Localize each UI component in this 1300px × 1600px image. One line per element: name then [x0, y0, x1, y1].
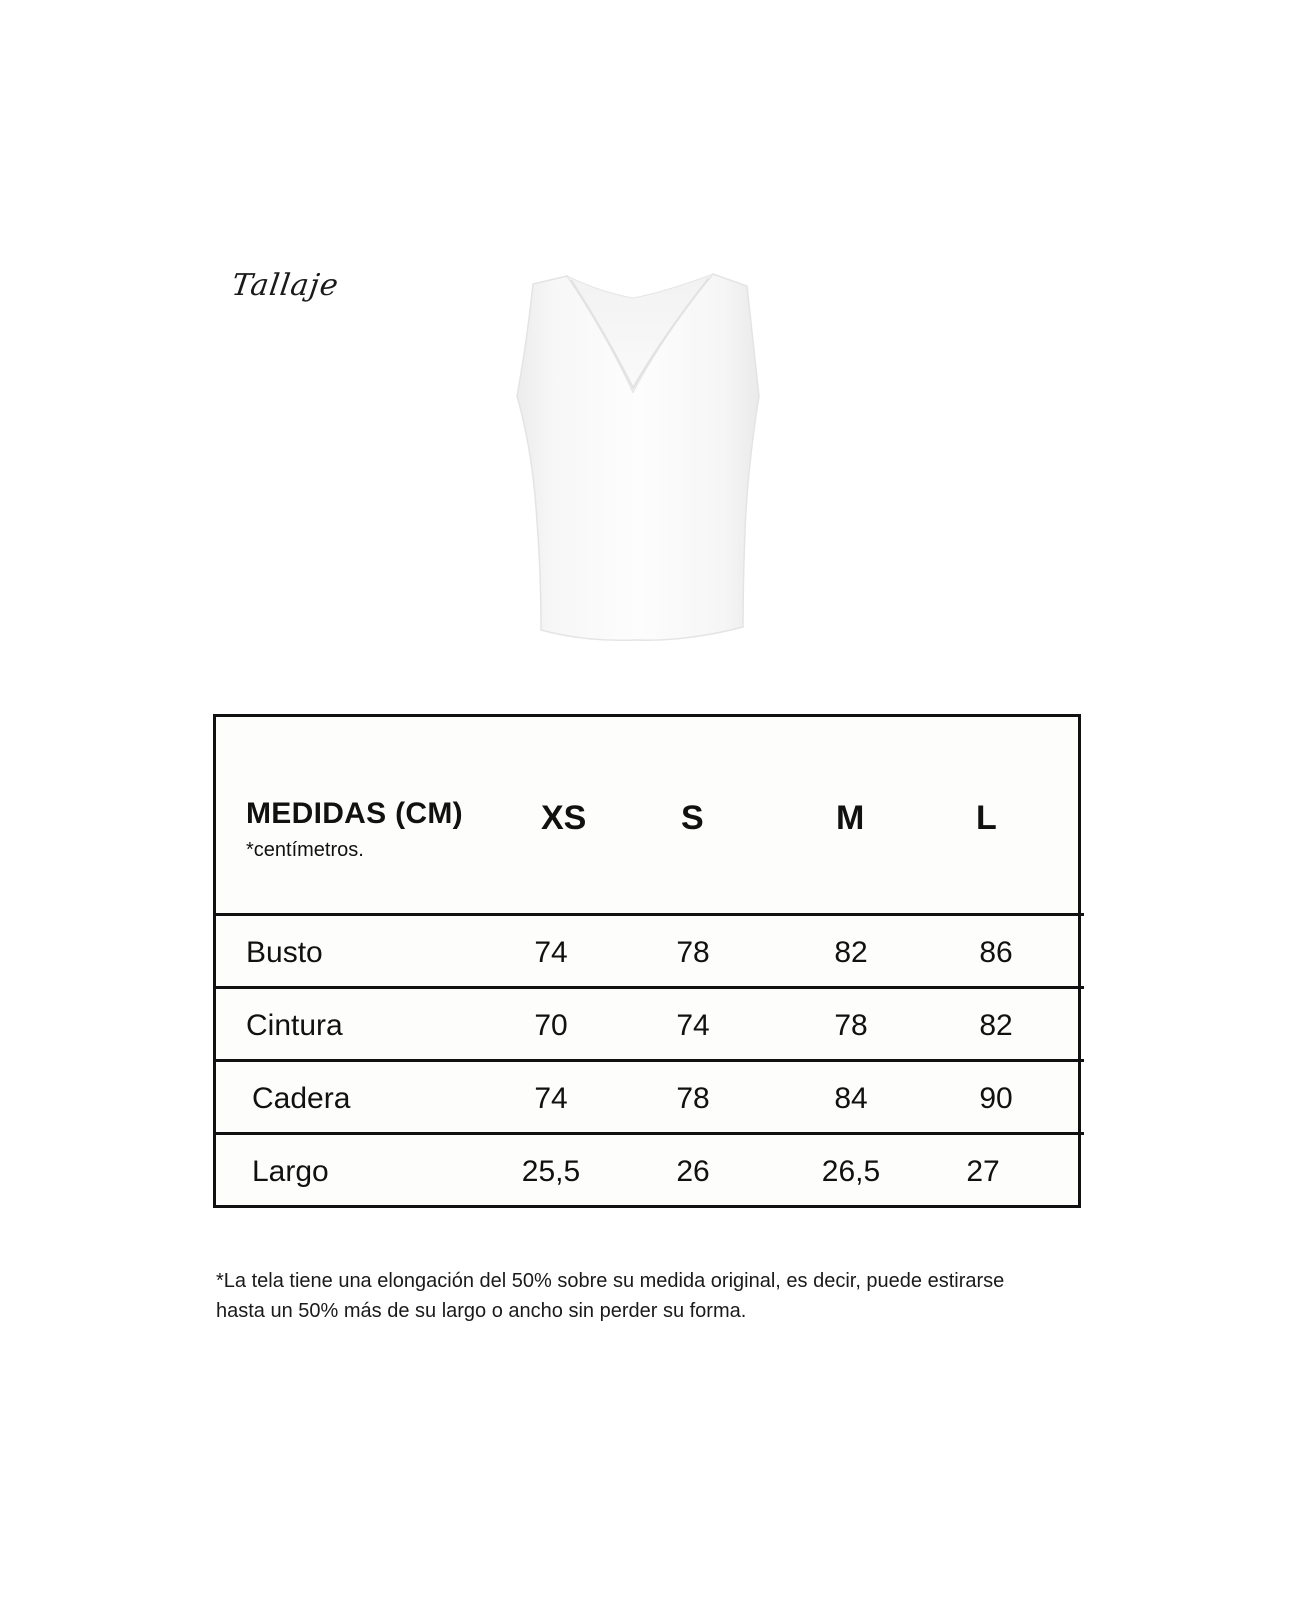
size-header-xs: XS: [541, 799, 587, 837]
table-cell: 74: [534, 936, 568, 969]
row-label-busto: Busto: [246, 936, 323, 969]
table-row: [216, 916, 1084, 989]
table-row: [216, 1062, 1084, 1135]
table-cell: 25,5: [521, 1155, 581, 1188]
table-cell: 78: [676, 936, 710, 969]
table-cell: 78: [834, 1009, 868, 1042]
size-header-l: L: [976, 799, 997, 837]
fabric-stretch-note: [216, 1266, 1096, 1326]
table-cell: 26,5: [821, 1155, 881, 1188]
header-label: MEDIDAS (CM): [246, 797, 463, 830]
header-note: *centímetros.: [246, 839, 364, 861]
row-label-cintura: Cintura: [246, 1009, 343, 1042]
page-title: Tallaje: [229, 268, 342, 303]
footnote-line-1: *La tela tiene una elongación del 50% sobre su medida original, es decir, puede estirarse: [216, 1270, 1005, 1292]
table-cell: 82: [979, 1009, 1013, 1042]
table-cell: 74: [676, 1009, 710, 1042]
table-cell: 26: [676, 1155, 710, 1188]
table-cell: 84: [834, 1082, 868, 1115]
table-cell: 27: [966, 1155, 1000, 1188]
table-cell: 74: [534, 1082, 568, 1115]
row-label-cadera: Cadera: [252, 1082, 351, 1115]
size-header-s: S: [681, 799, 704, 837]
row-label-largo: Largo: [252, 1155, 329, 1188]
table-row: [216, 1135, 1084, 1208]
table-row: [216, 989, 1084, 1062]
size-header-m: M: [836, 799, 865, 837]
table-cell: 90: [979, 1082, 1013, 1115]
table-cell: 70: [534, 1009, 568, 1042]
table-cell: 82: [834, 936, 868, 969]
size-chart-table: [213, 714, 1081, 1208]
table-cell: 78: [676, 1082, 710, 1115]
v-neck-tank-top-icon: [515, 272, 765, 644]
table-cell: 86: [979, 936, 1013, 969]
footnote-line-2: hasta un 50% más de su largo o ancho sin perder su forma.: [216, 1300, 747, 1322]
table-header-row: [216, 717, 1084, 916]
